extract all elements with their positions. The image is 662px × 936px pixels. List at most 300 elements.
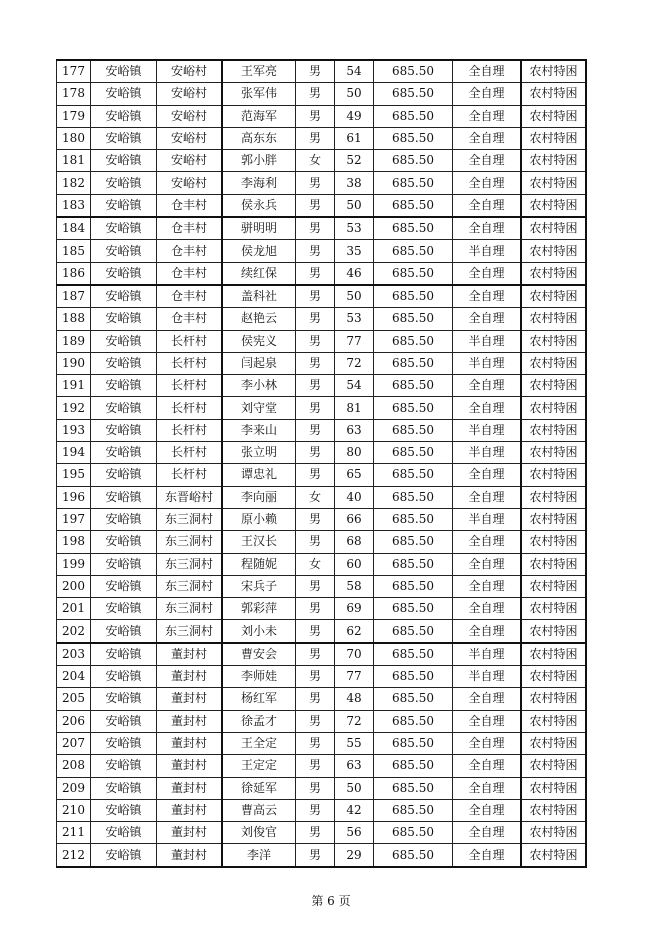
cell-self-care-level: 全自理	[453, 150, 522, 172]
cell-self-care-level: 半自理	[453, 666, 522, 688]
cell-amount: 685.50	[374, 397, 453, 419]
cell-town: 安峪镇	[91, 620, 157, 643]
cell-name: 高东东	[222, 127, 296, 149]
cell-gender: 男	[296, 575, 335, 597]
cell-amount: 685.50	[374, 60, 453, 83]
cell-town: 安峪镇	[91, 732, 157, 754]
table-row	[57, 822, 587, 844]
cell-name: 赵艳云	[222, 308, 296, 330]
cell-row-number: 193	[57, 419, 91, 441]
cell-amount: 685.50	[374, 83, 453, 105]
cell-age: 58	[335, 575, 374, 597]
cell-gender: 男	[296, 172, 335, 194]
table-row	[57, 330, 587, 352]
cell-village: 董封村	[157, 822, 223, 844]
cell-gender: 男	[296, 217, 335, 240]
cell-category: 农村特困	[521, 217, 586, 240]
cell-name: 骈明明	[222, 217, 296, 240]
cell-row-number: 196	[57, 486, 91, 508]
cell-age: 72	[335, 352, 374, 374]
table-row	[57, 262, 587, 285]
cell-town: 安峪镇	[91, 285, 157, 308]
cell-name: 曹安会	[222, 643, 296, 666]
cell-amount: 685.50	[374, 620, 453, 643]
data-table	[56, 59, 587, 868]
cell-age: 66	[335, 508, 374, 530]
cell-village: 长杆村	[157, 442, 223, 464]
cell-village: 安峪村	[157, 105, 223, 127]
cell-gender: 男	[296, 844, 335, 867]
cell-age: 56	[335, 822, 374, 844]
cell-gender: 男	[296, 643, 335, 666]
table-row	[57, 777, 587, 799]
cell-gender: 男	[296, 330, 335, 352]
page-number-label: 第 6 页	[311, 894, 351, 908]
cell-town: 安峪镇	[91, 375, 157, 397]
cell-village: 安峪村	[157, 83, 223, 105]
cell-self-care-level: 全自理	[453, 83, 522, 105]
cell-self-care-level: 全自理	[453, 575, 522, 597]
table-row	[57, 464, 587, 486]
table-row	[57, 240, 587, 262]
cell-gender: 女	[296, 150, 335, 172]
table-row	[57, 442, 587, 464]
cell-category: 农村特困	[521, 330, 586, 352]
cell-village: 董封村	[157, 799, 223, 821]
cell-self-care-level: 全自理	[453, 799, 522, 821]
cell-name: 盖科社	[222, 285, 296, 308]
table-row	[57, 710, 587, 732]
cell-village: 仓丰村	[157, 217, 223, 240]
table-row	[57, 352, 587, 374]
cell-row-number: 198	[57, 531, 91, 553]
cell-age: 35	[335, 240, 374, 262]
cell-amount: 685.50	[374, 330, 453, 352]
table-row	[57, 172, 587, 194]
cell-age: 63	[335, 419, 374, 441]
cell-name: 郭彩萍	[222, 598, 296, 620]
cell-amount: 685.50	[374, 419, 453, 441]
cell-row-number: 178	[57, 83, 91, 105]
cell-name: 李海利	[222, 172, 296, 194]
cell-town: 安峪镇	[91, 127, 157, 149]
cell-amount: 685.50	[374, 150, 453, 172]
cell-village: 仓丰村	[157, 240, 223, 262]
cell-amount: 685.50	[374, 285, 453, 308]
cell-category: 农村特困	[521, 620, 586, 643]
cell-row-number: 212	[57, 844, 91, 867]
cell-town: 安峪镇	[91, 777, 157, 799]
table-row	[57, 844, 587, 867]
cell-self-care-level: 全自理	[453, 308, 522, 330]
cell-town: 安峪镇	[91, 150, 157, 172]
cell-town: 安峪镇	[91, 553, 157, 575]
cell-self-care-level: 全自理	[453, 777, 522, 799]
cell-row-number: 197	[57, 508, 91, 530]
cell-category: 农村特困	[521, 172, 586, 194]
table-row	[57, 486, 587, 508]
cell-village: 长杆村	[157, 330, 223, 352]
cell-self-care-level: 全自理	[453, 262, 522, 285]
cell-town: 安峪镇	[91, 666, 157, 688]
cell-town: 安峪镇	[91, 352, 157, 374]
cell-gender: 男	[296, 262, 335, 285]
cell-row-number: 180	[57, 127, 91, 149]
cell-category: 农村特困	[521, 262, 586, 285]
cell-name: 李向丽	[222, 486, 296, 508]
cell-town: 安峪镇	[91, 844, 157, 867]
table-row	[57, 732, 587, 754]
cell-gender: 女	[296, 486, 335, 508]
cell-name: 李师娃	[222, 666, 296, 688]
cell-gender: 男	[296, 777, 335, 799]
cell-village: 安峪村	[157, 60, 223, 83]
cell-amount: 685.50	[374, 105, 453, 127]
cell-village: 安峪村	[157, 172, 223, 194]
cell-amount: 685.50	[374, 553, 453, 575]
cell-age: 46	[335, 262, 374, 285]
cell-row-number: 204	[57, 666, 91, 688]
table-row	[57, 553, 587, 575]
cell-self-care-level: 全自理	[453, 172, 522, 194]
cell-age: 42	[335, 799, 374, 821]
cell-gender: 女	[296, 553, 335, 575]
cell-age: 60	[335, 553, 374, 575]
cell-row-number: 187	[57, 285, 91, 308]
cell-gender: 男	[296, 194, 335, 217]
cell-village: 董封村	[157, 643, 223, 666]
cell-self-care-level: 全自理	[453, 105, 522, 127]
cell-self-care-level: 全自理	[453, 464, 522, 486]
cell-gender: 男	[296, 822, 335, 844]
cell-town: 安峪镇	[91, 822, 157, 844]
cell-amount: 685.50	[374, 844, 453, 867]
table-row	[57, 397, 587, 419]
cell-category: 农村特困	[521, 308, 586, 330]
cell-category: 农村特困	[521, 105, 586, 127]
cell-village: 长杆村	[157, 375, 223, 397]
cell-row-number: 195	[57, 464, 91, 486]
cell-town: 安峪镇	[91, 217, 157, 240]
cell-village: 仓丰村	[157, 262, 223, 285]
cell-category: 农村特困	[521, 150, 586, 172]
cell-category: 农村特困	[521, 688, 586, 710]
cell-row-number: 206	[57, 710, 91, 732]
cell-age: 69	[335, 598, 374, 620]
cell-gender: 男	[296, 732, 335, 754]
cell-category: 农村特困	[521, 352, 586, 374]
cell-row-number: 179	[57, 105, 91, 127]
cell-town: 安峪镇	[91, 308, 157, 330]
cell-gender: 男	[296, 375, 335, 397]
cell-age: 53	[335, 217, 374, 240]
cell-row-number: 182	[57, 172, 91, 194]
cell-village: 东三洞村	[157, 553, 223, 575]
cell-category: 农村特困	[521, 531, 586, 553]
cell-category: 农村特困	[521, 194, 586, 217]
cell-age: 53	[335, 308, 374, 330]
cell-name: 王定定	[222, 755, 296, 777]
cell-row-number: 211	[57, 822, 91, 844]
cell-town: 安峪镇	[91, 330, 157, 352]
cell-amount: 685.50	[374, 531, 453, 553]
cell-amount: 685.50	[374, 486, 453, 508]
cell-town: 安峪镇	[91, 172, 157, 194]
cell-self-care-level: 全自理	[453, 397, 522, 419]
table-row	[57, 375, 587, 397]
cell-amount: 685.50	[374, 352, 453, 374]
cell-category: 农村特困	[521, 508, 586, 530]
cell-row-number: 186	[57, 262, 91, 285]
cell-town: 安峪镇	[91, 799, 157, 821]
cell-category: 农村特困	[521, 844, 586, 867]
cell-village: 长杆村	[157, 464, 223, 486]
table-row	[57, 194, 587, 217]
cell-amount: 685.50	[374, 127, 453, 149]
cell-self-care-level: 全自理	[453, 127, 522, 149]
table-body	[57, 60, 587, 867]
cell-village: 东三洞村	[157, 620, 223, 643]
table-row	[57, 60, 587, 83]
cell-row-number: 209	[57, 777, 91, 799]
cell-name: 徐孟才	[222, 710, 296, 732]
cell-age: 65	[335, 464, 374, 486]
cell-gender: 男	[296, 620, 335, 643]
cell-category: 农村特困	[521, 553, 586, 575]
cell-name: 侯宪义	[222, 330, 296, 352]
cell-age: 50	[335, 285, 374, 308]
cell-village: 董封村	[157, 688, 223, 710]
cell-amount: 685.50	[374, 217, 453, 240]
cell-row-number: 185	[57, 240, 91, 262]
cell-row-number: 201	[57, 598, 91, 620]
cell-self-care-level: 半自理	[453, 508, 522, 530]
cell-row-number: 183	[57, 194, 91, 217]
cell-row-number: 207	[57, 732, 91, 754]
cell-village: 董封村	[157, 732, 223, 754]
cell-gender: 男	[296, 442, 335, 464]
cell-village: 东三洞村	[157, 598, 223, 620]
cell-name: 刘守堂	[222, 397, 296, 419]
cell-self-care-level: 半自理	[453, 330, 522, 352]
table-row	[57, 643, 587, 666]
cell-village: 董封村	[157, 777, 223, 799]
cell-row-number: 210	[57, 799, 91, 821]
cell-category: 农村特困	[521, 710, 586, 732]
cell-self-care-level: 半自理	[453, 419, 522, 441]
cell-age: 77	[335, 330, 374, 352]
cell-self-care-level: 半自理	[453, 442, 522, 464]
cell-category: 农村特困	[521, 419, 586, 441]
cell-age: 50	[335, 83, 374, 105]
cell-name: 王军亮	[222, 60, 296, 83]
cell-name: 杨红军	[222, 688, 296, 710]
cell-town: 安峪镇	[91, 755, 157, 777]
cell-town: 安峪镇	[91, 688, 157, 710]
table-row	[57, 598, 587, 620]
table-row	[57, 419, 587, 441]
cell-amount: 685.50	[374, 688, 453, 710]
table-row	[57, 217, 587, 240]
cell-amount: 685.50	[374, 308, 453, 330]
cell-category: 农村特困	[521, 83, 586, 105]
cell-name: 侯龙旭	[222, 240, 296, 262]
cell-category: 农村特困	[521, 375, 586, 397]
cell-self-care-level: 全自理	[453, 285, 522, 308]
cell-village: 董封村	[157, 710, 223, 732]
cell-village: 董封村	[157, 666, 223, 688]
cell-category: 农村特困	[521, 240, 586, 262]
table-row	[57, 688, 587, 710]
cell-amount: 685.50	[374, 508, 453, 530]
cell-amount: 685.50	[374, 799, 453, 821]
table-row	[57, 83, 587, 105]
cell-age: 68	[335, 531, 374, 553]
table-row	[57, 666, 587, 688]
cell-category: 农村特困	[521, 643, 586, 666]
cell-category: 农村特困	[521, 799, 586, 821]
cell-gender: 男	[296, 83, 335, 105]
cell-self-care-level: 全自理	[453, 194, 522, 217]
cell-village: 长杆村	[157, 397, 223, 419]
cell-gender: 男	[296, 464, 335, 486]
cell-age: 70	[335, 643, 374, 666]
cell-category: 农村特困	[521, 777, 586, 799]
cell-name: 谭忠礼	[222, 464, 296, 486]
cell-self-care-level: 全自理	[453, 531, 522, 553]
cell-gender: 男	[296, 508, 335, 530]
cell-self-care-level: 全自理	[453, 375, 522, 397]
cell-gender: 男	[296, 688, 335, 710]
cell-name: 程随妮	[222, 553, 296, 575]
cell-gender: 男	[296, 666, 335, 688]
cell-name: 李来山	[222, 419, 296, 441]
cell-gender: 男	[296, 60, 335, 83]
cell-self-care-level: 全自理	[453, 553, 522, 575]
cell-name: 李小林	[222, 375, 296, 397]
cell-gender: 男	[296, 799, 335, 821]
cell-name: 李洋	[222, 844, 296, 867]
cell-town: 安峪镇	[91, 598, 157, 620]
cell-category: 农村特困	[521, 397, 586, 419]
table-row	[57, 575, 587, 597]
table-row	[57, 620, 587, 643]
cell-self-care-level: 全自理	[453, 732, 522, 754]
cell-name: 刘俊官	[222, 822, 296, 844]
cell-town: 安峪镇	[91, 442, 157, 464]
cell-amount: 685.50	[374, 375, 453, 397]
cell-category: 农村特困	[521, 598, 586, 620]
cell-town: 安峪镇	[91, 194, 157, 217]
cell-village: 东三洞村	[157, 531, 223, 553]
cell-category: 农村特困	[521, 486, 586, 508]
cell-age: 61	[335, 127, 374, 149]
cell-village: 仓丰村	[157, 194, 223, 217]
cell-gender: 男	[296, 755, 335, 777]
cell-age: 80	[335, 442, 374, 464]
cell-gender: 男	[296, 308, 335, 330]
cell-age: 77	[335, 666, 374, 688]
cell-age: 63	[335, 755, 374, 777]
cell-category: 农村特困	[521, 464, 586, 486]
cell-town: 安峪镇	[91, 419, 157, 441]
cell-name: 侯永兵	[222, 194, 296, 217]
table-row	[57, 799, 587, 821]
cell-self-care-level: 全自理	[453, 822, 522, 844]
cell-town: 安峪镇	[91, 262, 157, 285]
cell-self-care-level: 全自理	[453, 844, 522, 867]
cell-name: 闫起泉	[222, 352, 296, 374]
cell-town: 安峪镇	[91, 508, 157, 530]
cell-amount: 685.50	[374, 194, 453, 217]
cell-age: 72	[335, 710, 374, 732]
cell-gender: 男	[296, 352, 335, 374]
cell-amount: 685.50	[374, 822, 453, 844]
cell-amount: 685.50	[374, 262, 453, 285]
cell-age: 81	[335, 397, 374, 419]
cell-name: 徐延军	[222, 777, 296, 799]
cell-self-care-level: 全自理	[453, 620, 522, 643]
cell-amount: 685.50	[374, 442, 453, 464]
cell-village: 董封村	[157, 844, 223, 867]
cell-name: 郭小胖	[222, 150, 296, 172]
cell-amount: 685.50	[374, 755, 453, 777]
cell-self-care-level: 半自理	[453, 240, 522, 262]
page-footer	[0, 892, 662, 909]
cell-gender: 男	[296, 397, 335, 419]
cell-village: 长杆村	[157, 352, 223, 374]
cell-row-number: 205	[57, 688, 91, 710]
cell-category: 农村特困	[521, 127, 586, 149]
table-row	[57, 755, 587, 777]
cell-row-number: 200	[57, 575, 91, 597]
cell-amount: 685.50	[374, 598, 453, 620]
cell-amount: 685.50	[374, 666, 453, 688]
cell-village: 东晋峪村	[157, 486, 223, 508]
cell-row-number: 199	[57, 553, 91, 575]
cell-age: 48	[335, 688, 374, 710]
cell-amount: 685.50	[374, 777, 453, 799]
cell-town: 安峪镇	[91, 105, 157, 127]
cell-village: 安峪村	[157, 127, 223, 149]
table-row	[57, 105, 587, 127]
cell-name: 范海军	[222, 105, 296, 127]
cell-category: 农村特困	[521, 60, 586, 83]
cell-gender: 男	[296, 127, 335, 149]
table-row	[57, 127, 587, 149]
cell-age: 29	[335, 844, 374, 867]
cell-row-number: 202	[57, 620, 91, 643]
cell-name: 王汉长	[222, 531, 296, 553]
cell-row-number: 191	[57, 375, 91, 397]
cell-age: 38	[335, 172, 374, 194]
table-row	[57, 508, 587, 530]
cell-self-care-level: 全自理	[453, 486, 522, 508]
cell-amount: 685.50	[374, 575, 453, 597]
cell-amount: 685.50	[374, 464, 453, 486]
cell-category: 农村特困	[521, 575, 586, 597]
cell-name: 续红保	[222, 262, 296, 285]
cell-village: 东三洞村	[157, 575, 223, 597]
cell-village: 仓丰村	[157, 285, 223, 308]
cell-gender: 男	[296, 419, 335, 441]
cell-town: 安峪镇	[91, 464, 157, 486]
cell-age: 40	[335, 486, 374, 508]
cell-age: 54	[335, 60, 374, 83]
cell-town: 安峪镇	[91, 240, 157, 262]
cell-village: 东三洞村	[157, 508, 223, 530]
cell-age: 49	[335, 105, 374, 127]
